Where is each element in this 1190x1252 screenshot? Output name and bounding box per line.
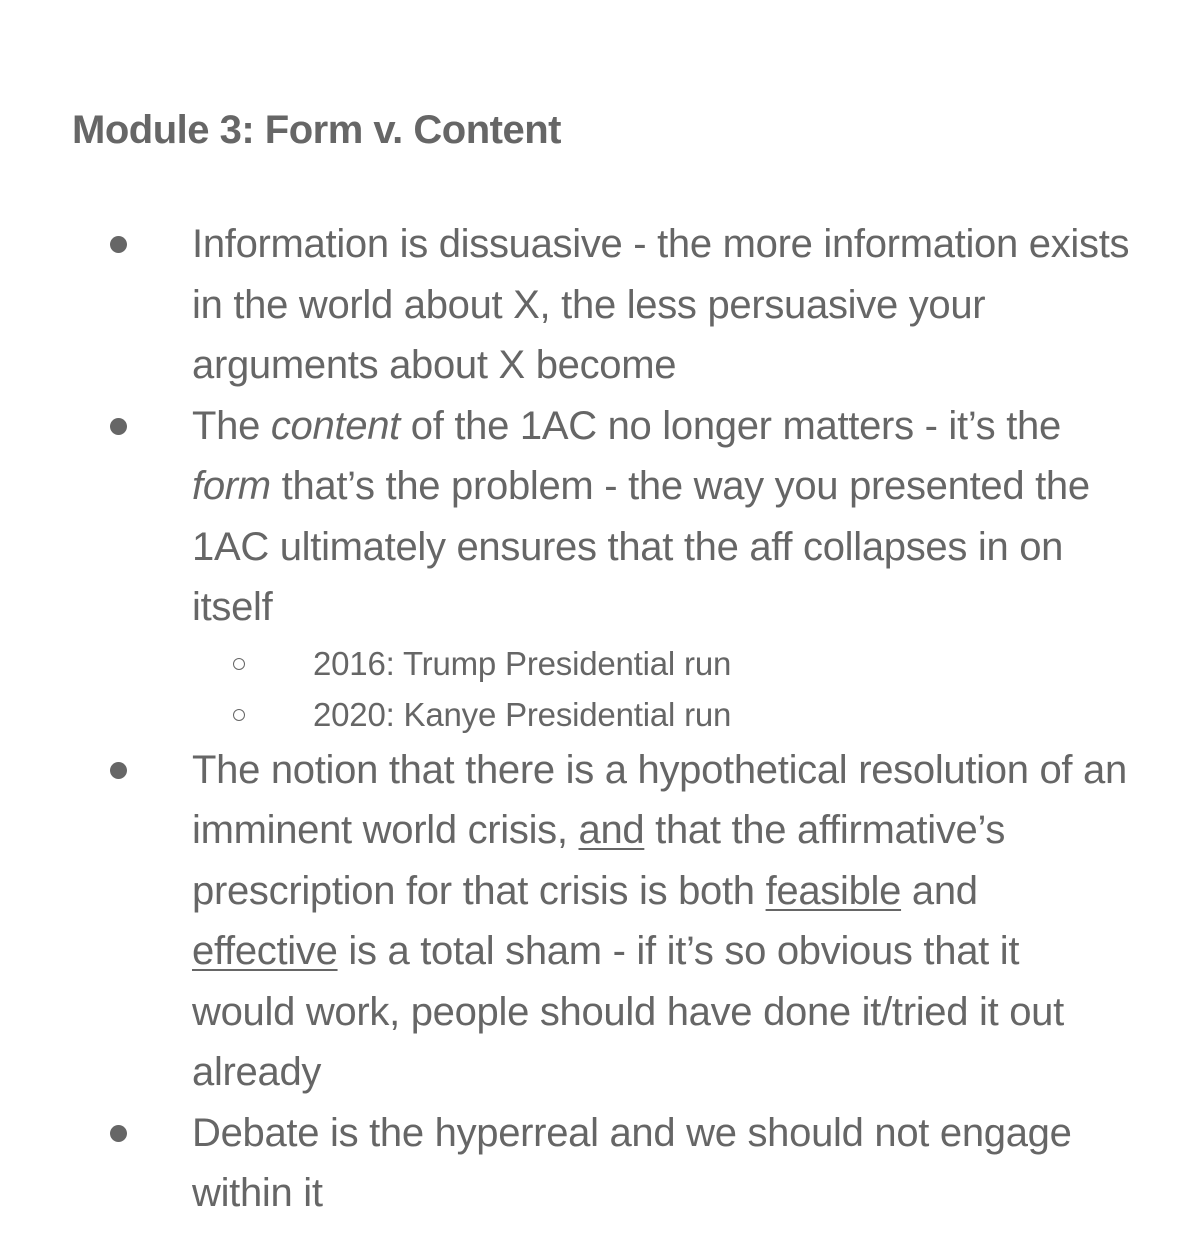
sub-list [0,638,1132,740]
bullet-item-4 [0,1103,1132,1224]
page-title: Module 3: Form v. Content [72,108,561,152]
circle-bullet-icon [233,658,245,670]
bullet-text-part: The notion that there is a hypothetical resolution of an imminent world crisis, [192,747,1127,852]
sub-list-item [0,638,1132,689]
bullet-text-part: The [192,403,271,448]
underlined-text: and [578,808,645,852]
sub-item-text: 2016: Trump Presidential run [313,644,732,682]
bullet-dot-icon [110,418,127,435]
bullet-dot-icon [110,762,127,779]
bullet-text-part: and [901,868,978,913]
bullet-dot-icon [110,236,127,253]
bullet-item-3 [0,740,1132,1103]
bullet-text-part: of the 1AC no longer matters - it’s the [399,403,1061,448]
underlined-text: feasible [765,868,902,913]
bullet-text-part: that the affirmative’s prescription for that crisis is both [192,808,1006,913]
bullet-item-1 [0,214,1132,396]
bullet-text-part: that’s the problem - the way you presented the 1AC ultimately ensures that the aff collapses in on itself [192,464,1090,629]
bullet-item-2 [0,396,1132,740]
bullet-text: Information is dissuasive - the more information exists in the world about X, the less persuasive your arguments about X become [192,222,1130,387]
italic-text: form [192,464,271,508]
bullet-dot-icon [110,1125,127,1142]
bullet-text: Debate is the hyperreal and we should not engage within it [192,1110,1072,1215]
sub-list-item [0,689,1132,740]
bullet-text-part: is a total sham - if it’s so obvious that it would work, people should have done it/tried it out already [192,929,1064,1094]
sub-item-text: 2020: Kanye Presidential run [313,695,732,733]
italic-text: content [270,403,400,448]
bullet-list [0,214,1190,1224]
underlined-text: effective [192,929,338,973]
circle-bullet-icon [233,709,245,721]
